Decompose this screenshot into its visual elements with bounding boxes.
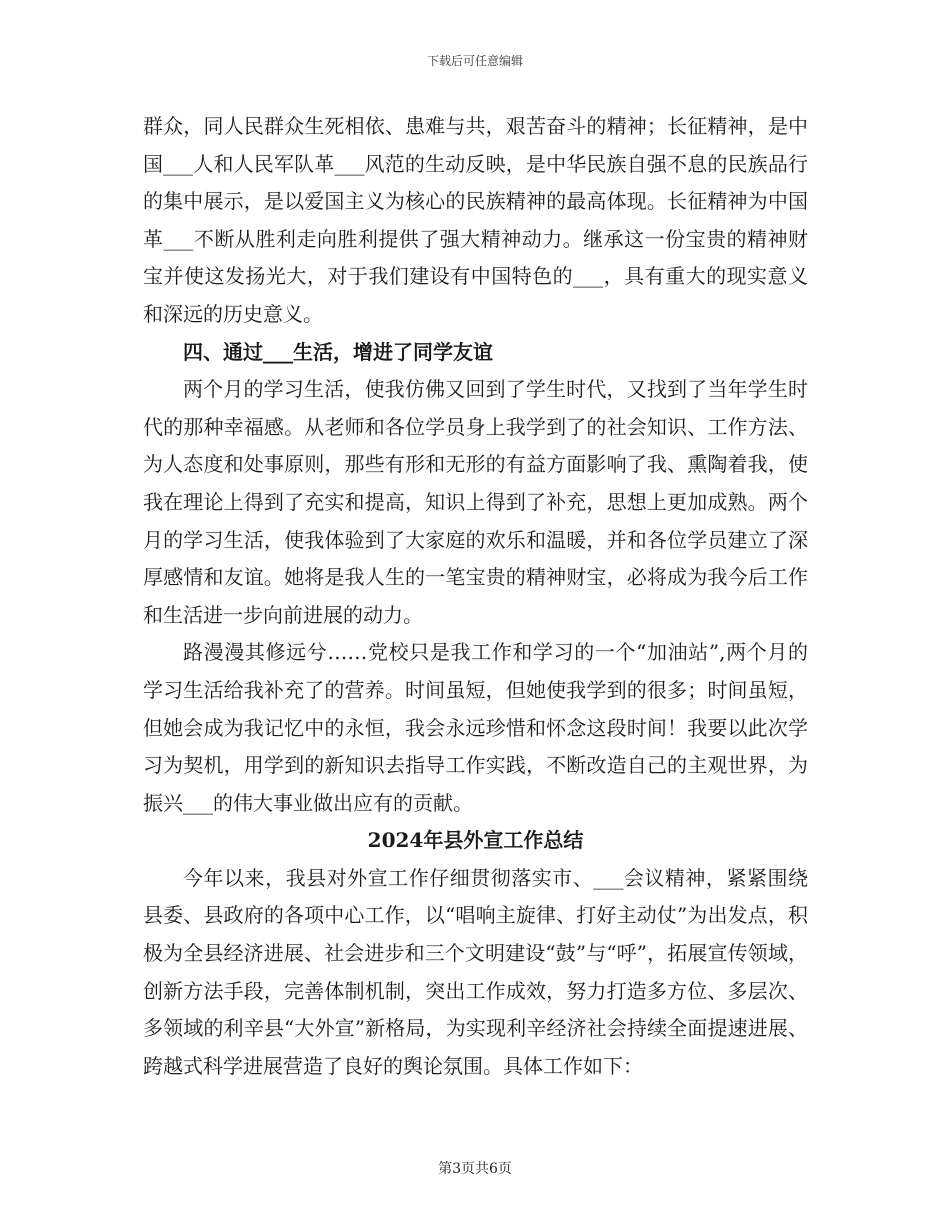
document-title: 2024年县外宣工作总结 <box>367 828 584 853</box>
page-header: 下载后可任意编辑 <box>426 54 523 68</box>
page-footer: 第3页共6页 <box>438 1161 512 1177</box>
paragraph-3: 路漫漫其修远兮……党校只是我工作和学习的一个“加油站”,两个月的学习生活给我补充了的营养。时间虽短，但她使我学到的很多；时间虽短，但她会成为我记忆中的永恒，我会永远珍惜和怀念这段时间！我要以此次学习为契机，用学到的新知识去指导工作实践，不断改造自己的主观世界，为振兴___的伟大事业做出应有的贡献。 <box>143 640 808 815</box>
paragraph-2: 两个月的学习生活，使我仿佛又回到了学生时代，又找到了当年学生时代的那种幸福感。从老师和各位学员身上我学到了的社会知识、工作方法、为人态度和处事原则，那些有形和无形的有益方面影响了我、熏陶着我，使我在理论上得到了充实和提高，知识上得到了补充，思想上更加成熟。两个月的学习生活，使我体验到了大家庭的欢乐和温暖，并和各位学员建立了深厚感情和友谊。她将是我人生的一笔宝贵的精神财宝，必将成为我今后工作和生活进一步向前进展的动力。 <box>143 377 808 627</box>
paragraph-4: 今年以来，我县对外宣工作仔细贯彻落实市、___会议精神，紧紧围绕县委、县政府的各项中心工作，以“唱响主旋律、打好主动仗”为出发点，积极为全县经济进展、社会进步和三个文明建设“鼓”与“呼”，拓展宣传领域，创新方法手段，完善体制机制，突出工作成效，努力打造多方位、多层次、多领域的利辛县“大外宣”新格局，为实现利辛经济社会持续全面提速进展、跨越式科学进展营造了良好的舆论氛围。具体工作如下： <box>143 865 808 1078</box>
paragraph-1: 群众，同人民群众生死相依、患难与共，艰苦奋斗的精神；长征精神，是中国___人和人民军队革___风范的生动反映，是中华民族自强不息的民族品行的集中展示，是以爱国主义为核心的民族精神的最高体现。长征精神为中国革___不断从胜利走向胜利提供了强大精神动力。继承这一份宝贵的精神财宝并使这发扬光大，对于我们建设有中国特色的___，具有重大的现实意义和深远的历史意义。 <box>143 114 808 326</box>
section-heading-4: 四、通过___生活，增进了同学友谊 <box>183 339 493 364</box>
document-body <box>143 108 808 1085</box>
